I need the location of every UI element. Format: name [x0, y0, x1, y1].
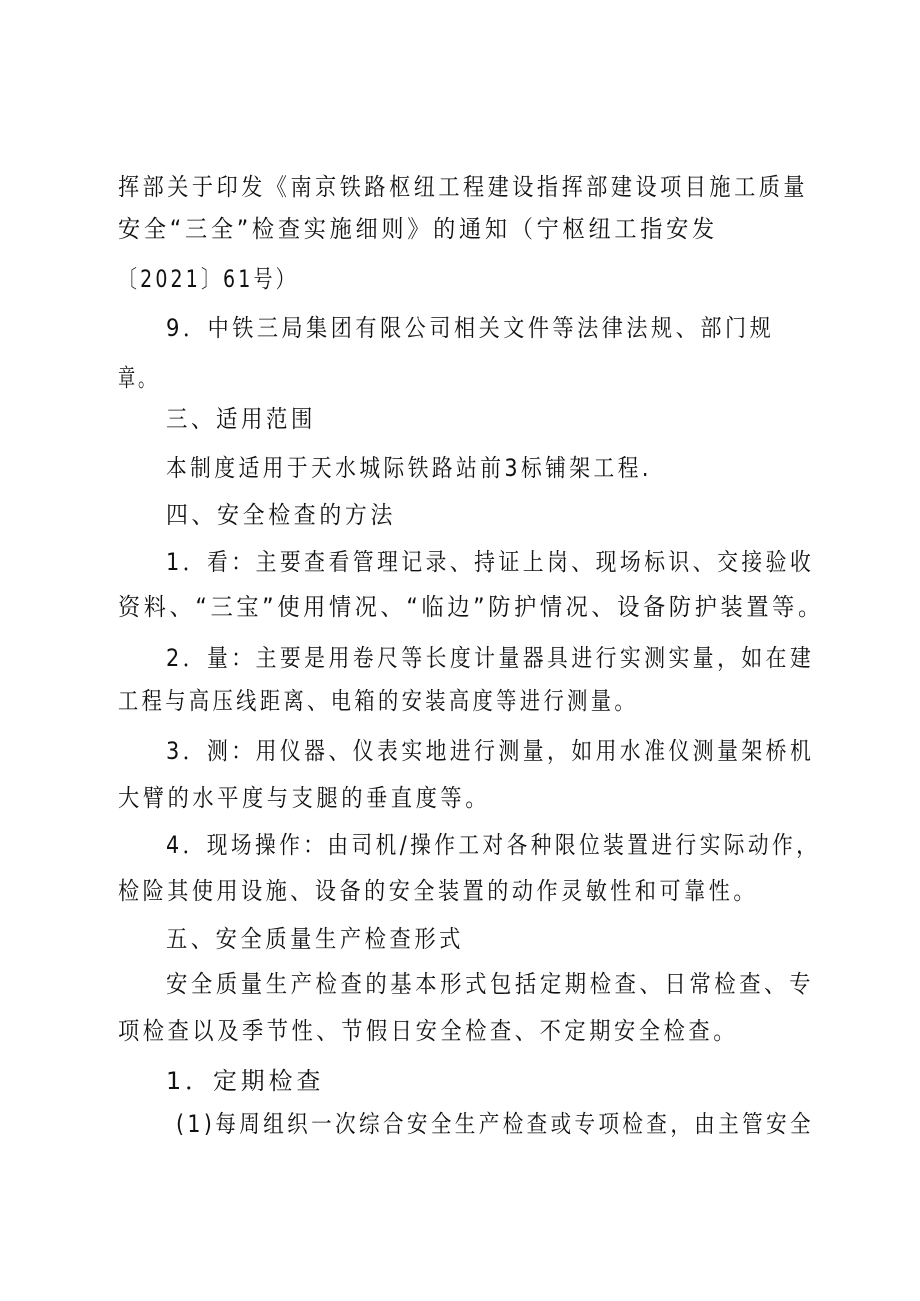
- section-heading: 三、适用范围: [166, 405, 316, 433]
- text-line: 〔2021〕61号）: [118, 265, 298, 293]
- text-line: 2．量：主要是用卷尺等长度计量器具进行实测实量，如在建: [166, 644, 815, 672]
- text-line: 本制度适用于天水城际铁路站前3标铺架工程.: [166, 454, 652, 482]
- text-line: (1)每周组织一次综合安全生产检查或专项检查，由主管安全: [176, 1110, 814, 1138]
- text-line: 1．定期检查: [166, 1067, 325, 1095]
- text-line: 安全质量生产检查的基本形式包括定期检查、日常检查、专: [166, 970, 814, 998]
- text-line: 章。: [118, 364, 158, 392]
- section-heading: 四、安全检查的方法: [166, 501, 396, 529]
- text-line: 挥部关于印发《南京铁路枢纽工程建设指挥部建设项目施工质量: [118, 173, 808, 201]
- text-line: 项检查以及季节性、节假日安全检查、不定期安全检查。: [118, 1017, 738, 1045]
- text-line: 4．现场操作：由司机/操作工对各种限位装置进行实际动作，: [166, 831, 821, 859]
- text-line: 安全“三全”检查实施细则》的通知（宁枢纽工指安发: [118, 215, 718, 243]
- text-line: 工程与高压线距离、电箱的安装高度等进行测量。: [118, 687, 638, 715]
- text-line: 3．测：用仪器、仪表实地进行测量，如用水准仪测量架桥机: [166, 737, 815, 765]
- text-line: 检险其使用设施、设备的安全装置的动作灵敏性和可靠性。: [118, 877, 758, 905]
- text-line: 1．看：主要查看管理记录、持证上岗、现场标识、交接验收: [166, 548, 815, 576]
- text-line: 大臂的水平度与支腿的垂直度等。: [118, 784, 490, 812]
- text-line: 9．中铁三局集团有限公司相关文件等法律法规、部门规: [166, 314, 775, 342]
- section-heading: 五、安全质量生产检查形式: [166, 925, 464, 953]
- text-line: 资料、“三宝”使用情况、“临边”防护情况、设备防护装置等。: [118, 593, 824, 621]
